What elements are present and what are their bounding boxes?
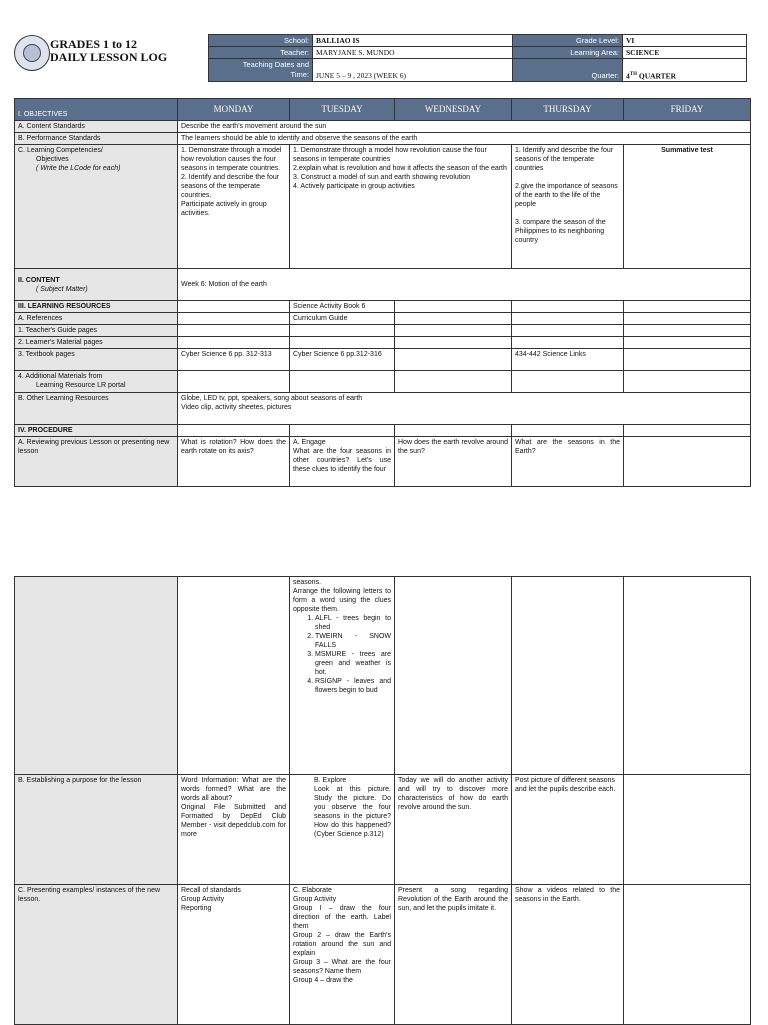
purpose-monday: Word Information: What are the words formed? What are the words all about? Original File Submitted and Formatted by DepEd Club Member - visit depedclub.com for more <box>178 775 290 885</box>
competencies-tuesday: 1. Demonstrate through a model how revolution cause the four seasons in temperate countries 2.explain what is revolution and how it affects the season of the earth 3. Construct a model of sun and earth showing revolution 4. Actively participate in group activities <box>290 145 512 269</box>
review-tuesday: A. Engage What are the four seasons in other countries? Let's use these clues to identify the four <box>290 437 395 487</box>
references-label: A. References <box>15 313 178 325</box>
performance-standards-label: B. Performance Standards <box>15 133 178 145</box>
document-title: GRADES 1 to 12 DAILY LESSON LOG <box>50 37 168 64</box>
purpose-tuesday: B. Explore Look at this picture. Study the picture. Do you observe the four seasons in the picture? How do this happened? (Cyber Science p.312) <box>290 775 395 885</box>
engage-continued-tuesday: seasons. Arrange the following letters to form a word using the clues opposite them. 1. ALFL - trees begin to shed 2. TWEIRN - SNOW FALLS 3. MSMURE - trees are green and weather is hot. 4. RSIGNP - leaves and flowers begin to bud <box>290 577 395 775</box>
review-thursday: What are the seasons in the Earth? <box>512 437 624 487</box>
lesson-log-table <box>14 98 751 487</box>
list-item: 1. ALFL - trees begin to shed <box>315 614 391 632</box>
day-thursday: THURSDAY <box>512 99 624 121</box>
competencies-monday: 1. Demonstrate through a model how revolution causes the four seasons in temperate countries. 2. Identify and describe the four seasons of the temperate countries. Participate actively in group activities. <box>178 145 290 269</box>
competencies-label: C. Learning Competencies/ Objectives ( Write the LCode for each) <box>15 145 178 269</box>
content-value: Week 6: Motion of the earth <box>178 269 751 301</box>
purpose-wednesday: Today we will do another activity and will try to discover more characteristics of how do earth revolve around the sun. <box>395 775 512 885</box>
scrambled-words-list <box>293 614 391 695</box>
competencies-thursday: 1. Identify and describe the four seasons of the temperate countries 2.give the importance of seasons of the earth to the life of the people 3. compare the season of the Philippines to its neighboring country <box>512 145 624 269</box>
grade-label: Grade Level: <box>513 35 623 47</box>
examples-wednesday: Present a song regarding Revolution of the Earth around the sun, and let the pupils imitate it. <box>395 885 512 1025</box>
teacher-label: Teacher: <box>209 47 313 59</box>
day-wednesday: WEDNESDAY <box>395 99 512 121</box>
teacher-value: MARYJANE S. MUNDO <box>313 47 513 59</box>
references-tuesday: Curriculum Guide <box>290 313 395 325</box>
review-monday: What is rotation? How does the earth rotate on its axis? <box>178 437 290 487</box>
other-resources-label: B. Other Learning Resources <box>15 393 178 425</box>
learning-resources-label: III. LEARNING RESOURCES <box>15 301 178 313</box>
area-label: Learning Area: <box>513 47 623 59</box>
dates-value: JUNE 5 – 9 , 2023 (WEEK 6) <box>313 59 513 82</box>
examples-tuesday: C. Elaborate Group Activity Group I – draw the four direction of the earth. Label them Group 2 – draw the Earth's rotation around the sun and explain Group 3 – What are the four seasons? Name them Group 4 – draw the <box>290 885 395 1025</box>
purpose-label: B. Establishing a purpose for the lesson <box>15 775 178 885</box>
quarter-value: 4TH QUARTER <box>623 59 747 82</box>
objectives-header: I. OBJECTIVES <box>15 99 178 121</box>
learners-material-label: 2. Learner's Material pages <box>15 337 178 349</box>
textbook-tuesday: Cyber Science 6 pp.312-316 <box>290 349 395 371</box>
other-resources-value: Globe, LED tv, ppt, speakers, song about seasons of earth Video clip, activity sheetes, pictures <box>178 393 751 425</box>
procedure-label: IV. PROCEDURE <box>15 425 178 437</box>
list-item: 4. RSIGNP - leaves and flowers begin to bud <box>315 677 391 695</box>
content-label: II. CONTENT ( Subject Matter) <box>15 269 178 301</box>
review-wednesday: How does the earth revolve around the sun? <box>395 437 512 487</box>
day-monday: MONDAY <box>178 99 290 121</box>
textbook-label: 3. Textbook pages <box>15 349 178 371</box>
examples-label: C. Presenting examples/ instances of the new lesson. <box>15 885 178 1025</box>
textbook-monday: Cyber Science 6 pp. 312-313 <box>178 349 290 371</box>
area-value: SCIENCE <box>623 47 747 59</box>
school-label: School: <box>209 35 313 47</box>
teachers-guide-label: 1. Teacher's Guide pages <box>15 325 178 337</box>
header-info-table <box>208 34 747 82</box>
list-item: 3. MSMURE - trees are green and weather is hot. <box>315 650 391 677</box>
dates-label: Teaching Dates and Time: <box>209 59 313 82</box>
day-tuesday: TUESDAY <box>290 99 395 121</box>
performance-standards-value: The learners should be able to identify and observe the seasons of the earth <box>178 133 751 145</box>
content-standards-label: A. Content Standards <box>15 121 178 133</box>
examples-thursday: Show a videos related to the seasons in the Earth. <box>512 885 624 1025</box>
textbook-thursday: 434-442 Science Links <box>512 349 624 371</box>
purpose-thursday: Post picture of different seasons and let the pupils describe each. <box>512 775 624 885</box>
day-friday: FRIDAY <box>624 99 751 121</box>
lr-tuesday: Science Activity Book 6 <box>290 301 395 313</box>
list-item: 2. TWEIRN - SNOW FALLS <box>315 632 391 650</box>
additional-materials-label: 4. Additional Materials from Learning Resource LR portal <box>15 371 178 393</box>
content-standards-value: Describe the earth's movement around the sun <box>178 121 751 133</box>
school-value: BALLIAO IS <box>313 35 513 47</box>
quarter-label: Quarter: <box>513 59 623 82</box>
competencies-friday: Summative test <box>624 145 751 269</box>
review-lesson-label: A. Reviewing previous Lesson or presenting new lesson <box>15 437 178 487</box>
deped-seal-icon <box>14 35 50 71</box>
lesson-log-table-continued <box>14 576 751 1025</box>
examples-monday: Recall of standards Group Activity Reporting <box>178 885 290 1025</box>
grade-value: VI <box>623 35 747 47</box>
